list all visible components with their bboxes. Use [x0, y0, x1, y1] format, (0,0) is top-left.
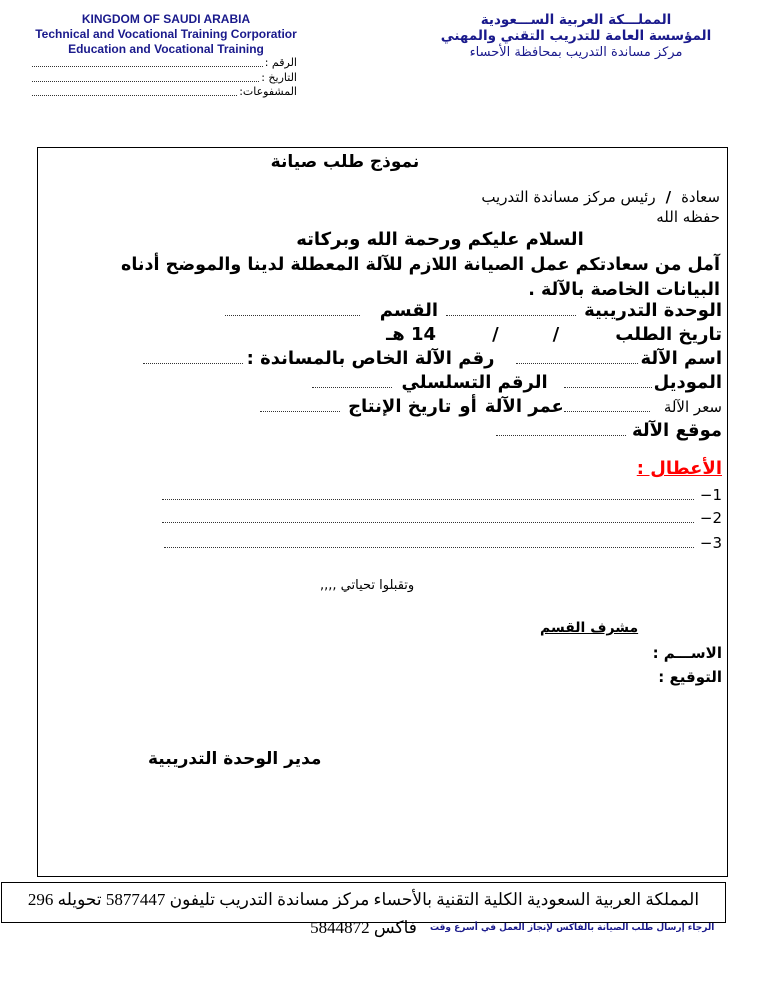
en-corporation: Technical and Vocational Training Corporatior — [35, 27, 297, 41]
machine-name-field[interactable] — [516, 353, 638, 364]
label-machine-number: رقم الآلة الخاص بالمساندة : — [246, 348, 495, 369]
form-title: نموذج طلب صيانة — [270, 152, 420, 172]
fault-row-1 — [162, 486, 722, 508]
fax-note: الرجاء إرسال طلب الصيانة بالفاكس لإنجاز العمل في أسرع وقت — [430, 923, 715, 933]
fault-field-1[interactable] — [162, 489, 694, 500]
label-price: سعر الآلة — [663, 398, 722, 416]
en-kingdom: KINGDOM OF SAUDI ARABIA — [81, 12, 251, 26]
ref-date-line — [32, 71, 297, 84]
fault-number-3: 3− — [699, 534, 722, 552]
label-request-date: تاريخ الطلب — [615, 324, 722, 345]
en-education: Education and Vocational Training — [68, 42, 264, 56]
ar-corporation: المؤسسة العامة للتدريب التقني والمهني — [440, 28, 712, 44]
label-machine-name: اسم الآلة — [640, 348, 722, 369]
row-price-age — [260, 396, 722, 420]
row-location — [496, 420, 722, 444]
ref-number-line — [32, 56, 297, 69]
location-field[interactable] — [496, 425, 626, 436]
date-slash-2: / — [492, 324, 499, 345]
price-field[interactable] — [564, 401, 650, 412]
fault-number-2: 2− — [699, 509, 722, 527]
ref-number-label: الرقم : — [264, 56, 297, 69]
row-unit-dept — [225, 300, 722, 324]
ar-kingdom: المملـــكة العربية الســـعودية — [480, 12, 672, 28]
label-dept: القسم — [379, 300, 439, 321]
fault-field-2[interactable] — [162, 512, 694, 523]
date-hijri: 14 هـ — [386, 324, 437, 345]
label-or: أو — [459, 396, 477, 417]
salutation — [481, 188, 720, 206]
hafiz-text: حفظه الله — [656, 208, 720, 226]
ref-attachments-line — [32, 85, 297, 98]
ref-date-dots — [32, 71, 259, 82]
footer-text: المملكة العربية السعودية الكلية التقنية بالأحساء مركز مساندة التدريب تليفون 5877447 تحويله 296 فاكس 5844872 — [27, 890, 700, 937]
regards: وتقبلوا تحياتي ,,,, — [320, 578, 415, 593]
ar-center: مركز مساندة التدريب بمحافظة الأحساء — [469, 45, 683, 60]
label-production-date: تاريخ الإنتاج — [348, 396, 452, 417]
label-serial: الرقم التسلسلي — [401, 372, 548, 393]
fault-row-3 — [164, 534, 722, 556]
production-date-field[interactable] — [260, 401, 340, 412]
label-location: موقع الآلة — [631, 420, 722, 441]
model-field[interactable] — [564, 377, 652, 388]
label-unit: الوحدة التدريبية — [584, 300, 722, 321]
row-request-date — [386, 324, 722, 348]
unit-field[interactable] — [446, 305, 576, 316]
request-paragraph: آمل من سعادتكم عمل الصيانة اللازم للآلة المعطلة لدينا والموضح أدناه البيانات الخاصة بالآلة . — [121, 255, 720, 300]
fault-number-1: 1− — [699, 486, 722, 504]
fault-row-2 — [162, 509, 722, 531]
greeting: السلام عليكم ورحمة الله وبركاته — [296, 229, 584, 250]
supervisor-label: مشرف القسم — [540, 620, 639, 636]
arabic-header — [440, 12, 712, 61]
label-age: عمر الآلة — [484, 396, 564, 417]
faults-heading: الأعطال : — [636, 458, 722, 479]
name-label: الاســـم : — [652, 644, 722, 662]
english-header — [20, 12, 312, 57]
row-machine-name — [143, 348, 722, 372]
manager-label: مدير الوحدة التدريبية — [148, 749, 322, 769]
salutation-prefix: سعادة — [681, 188, 720, 206]
ref-number-dots — [32, 56, 263, 67]
fault-field-3[interactable] — [164, 537, 694, 548]
label-model: الموديل — [653, 372, 722, 393]
ref-attachments-dots — [32, 85, 237, 96]
salutation-recipient: رئيس مركز مساندة التدريب — [481, 188, 656, 206]
ref-attachments-label: المشفوعات: — [239, 85, 297, 98]
date-slash-1: / — [552, 324, 560, 345]
serial-field[interactable] — [312, 377, 392, 388]
salutation-slash: / — [665, 188, 672, 206]
ref-date-label: التاريخ : — [261, 71, 297, 84]
signature-label: التوقيع : — [658, 668, 722, 686]
row-model-serial — [312, 372, 722, 396]
machine-number-field[interactable] — [143, 353, 243, 364]
dept-field[interactable] — [225, 305, 360, 316]
